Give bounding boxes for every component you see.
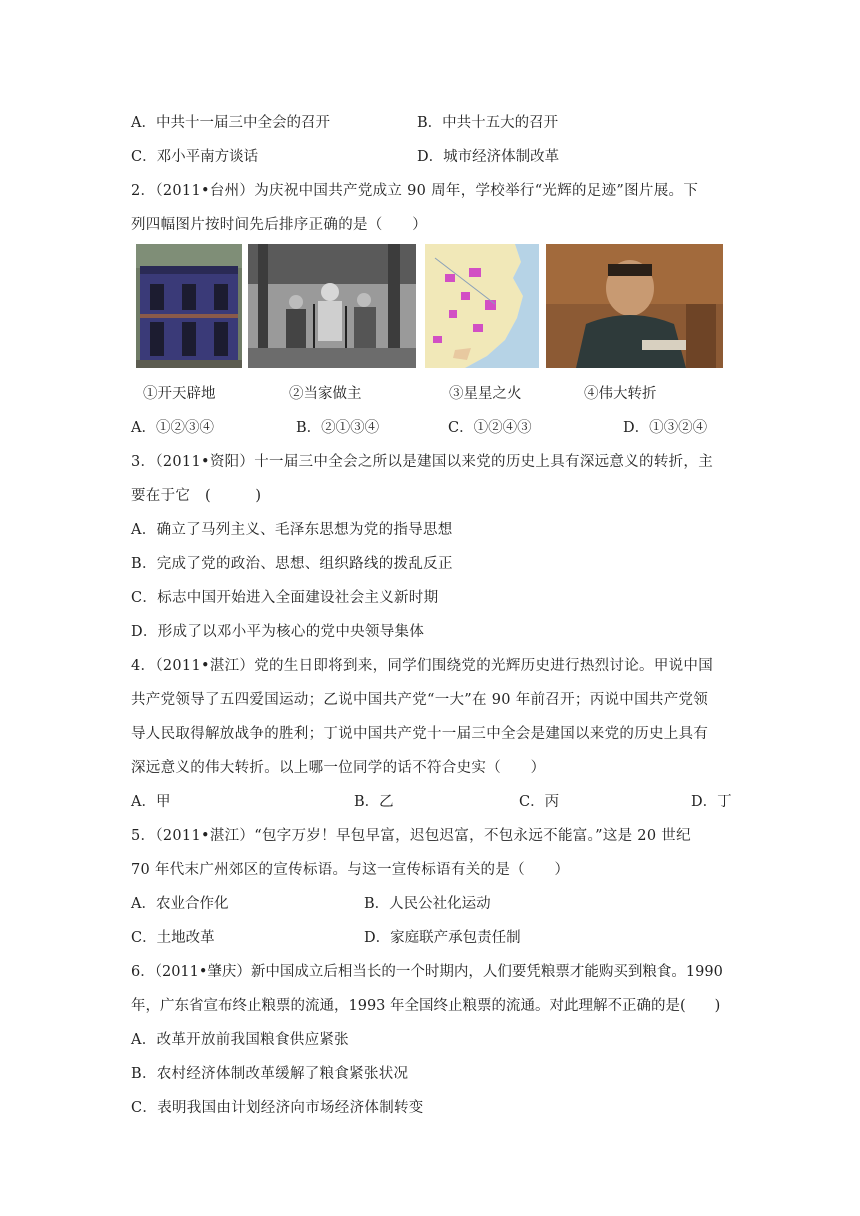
q5-option-b: B．人民公社化运动 [364,896,491,912]
caption-1: ①开天辟地 [143,386,216,402]
q4-stem-line1: 4．（2011•湛江）党的生日即将到来，同学们围绕党的光辉历史进行热烈讨论。甲说中国 [131,658,714,674]
q4-option-a: A．甲 [131,794,171,810]
caption-2: ②当家做主 [289,386,362,402]
q4-stem-line2: 共产党领导了五四爱国运动；乙说中国共产党“一大”在 90 年前召开；丙说中国共产党领 [131,692,709,708]
q1-option-c: C．邓小平南方谈话 [131,149,259,165]
q3-stem-line1: 3．（2011•资阳）十一届三中全会之所以是建国以来党的历史上具有深远意义的转折，主 [131,454,714,470]
q5-stem-line1: 5．（2011•湛江）“包字万岁！早包早富，迟包迟富，不包永远不能富。”这是 20 世纪 [131,828,691,844]
q6-option-a: A．改革开放前我国粮食供应紧张 [131,1032,349,1048]
q2-option-b: B．②①③④ [296,420,380,436]
q3-option-b: B．完成了党的政治、思想、组织路线的拨乱反正 [131,556,453,572]
q6-option-c: C．表明我国由计划经济向市场经济体制转变 [131,1100,424,1116]
q2-option-d: D．①③②④ [623,420,708,436]
q1-option-a: A．中共十一届三中全会的召开 [131,115,330,131]
q5-option-c: C．土地改革 [131,930,215,946]
photo-portrait [546,244,723,368]
caption-4: ④伟大转折 [584,386,657,402]
q4-option-d: D．丁 [691,794,732,810]
q6-option-b: B．农村经济体制改革缓解了粮食紧张状况 [131,1066,409,1082]
q5-option-a: A．农业合作化 [131,896,229,912]
photo-founding-ceremony [248,244,416,368]
photo-base-areas-map [425,244,539,368]
q2-stem-line2: 列四幅图片按时间先后排序正确的是（ ） [131,217,427,233]
q4-stem-line4: 深远意义的伟大转折。以上哪一位同学的话不符合史实（ ） [131,760,546,776]
q5-stem-line2: 70 年代末广州郊区的宣传标语。与这一宣传标语有关的是（ ） [131,862,570,878]
q5-option-d: D．家庭联产承包责任制 [364,930,521,946]
q2-option-a: A．①②③④ [131,420,214,436]
q4-stem-line3: 导人民取得解放战争的胜利；丁说中国共产党十一届三中全会是建国以来党的历史上具有 [131,726,709,742]
q2-stem-line1: 2．（2011•台州）为庆祝中国共产党成立 90 周年，学校举行“光辉的足迹”图片展。下 [131,183,699,199]
q3-option-a: A．确立了马列主义、毛泽东思想为党的指导思想 [131,522,453,538]
q6-stem-line2: 年，广东省宣布终止粮票的流通，1993 年全国终止粮票的流通。对此理解不正确的是( ) [131,998,721,1014]
photo-first-congress-site [136,244,242,368]
q1-option-d: D．城市经济体制改革 [417,149,560,165]
caption-3: ③星星之火 [449,386,522,402]
q1-option-b: B．中共十五大的召开 [417,115,559,131]
q3-option-d: D．形成了以邓小平为核心的党中央领导集体 [131,624,425,640]
q4-option-c: C．丙 [519,794,560,810]
q3-stem-line2: 要在于它 ( ) [131,488,262,504]
q4-option-b: B．乙 [354,794,394,810]
q6-stem-line1: 6．（2011•肇庆）新中国成立后相当长的一个时期内，人们要凭粮票才能购买到粮食。1990 [131,964,723,980]
q3-option-c: C．标志中国开始进入全面建设社会主义新时期 [131,590,439,606]
q2-option-c: C．①②④③ [448,420,532,436]
